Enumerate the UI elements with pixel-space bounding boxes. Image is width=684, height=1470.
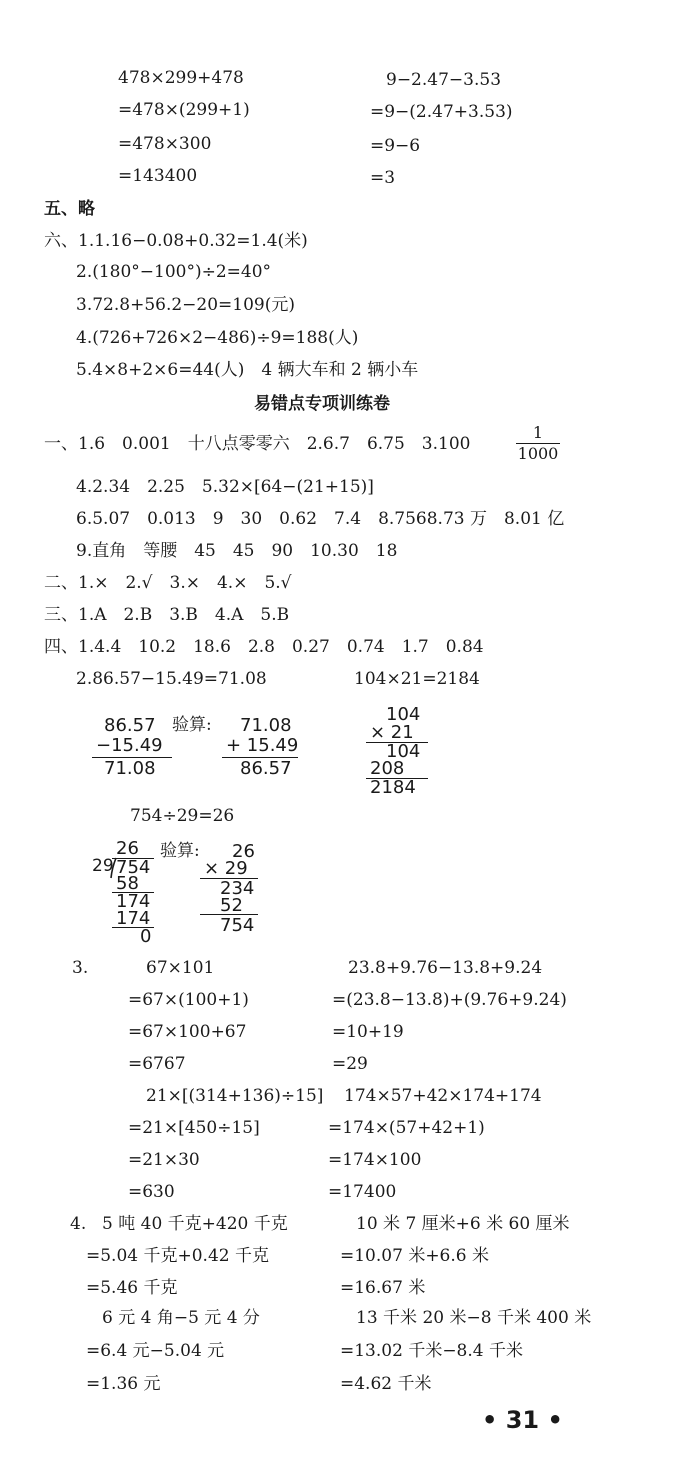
div-check-label: 验算: — [160, 841, 200, 861]
top-calc-left-4: =143400 — [118, 166, 198, 186]
vsub-check-b: + 15.49 — [226, 735, 299, 756]
top-calc-left-3: =478×300 — [118, 134, 212, 154]
part-1-line-2: 4.2.34 2.25 5.32×[64−(21+15)] — [76, 477, 374, 497]
fraction-numerator: 1 — [532, 423, 544, 442]
section-5: 五、略 — [44, 199, 95, 219]
top-calc-right-1: 9−2.47−3.53 — [386, 70, 502, 90]
calc-b-3: =10+19 — [332, 1022, 404, 1042]
unit-a-3: =5.46 千克 — [86, 1278, 178, 1298]
part-3: 三、1.A 2.B 3.B 4.A 5.B — [44, 605, 290, 625]
long-div-step-3: 174 — [116, 908, 151, 929]
fraction-denominator: 1000 — [517, 444, 559, 463]
calc-d-3: =174×100 — [328, 1150, 422, 1170]
vmul-b: × 21 — [370, 722, 414, 743]
section-6-line-4: 4.(726+726×2−486)÷9=188(人) — [76, 328, 359, 348]
top-calc-right-4: =3 — [370, 168, 396, 188]
part-1-line-3: 6.5.07 0.013 9 30 0.62 7.4 8.7568.73 万 8.01 亿 — [76, 509, 565, 529]
vsub-check-result: 86.57 — [240, 758, 292, 779]
vsub-b: −15.49 — [96, 735, 163, 756]
part-4-4-number: 4. — [70, 1214, 87, 1234]
calc-c-1: 21×[(314+136)÷15] — [146, 1086, 324, 1106]
part-2: 二、1.× 2.√ 3.× 4.× 5.√ — [44, 573, 292, 593]
calc-b-4: =29 — [332, 1054, 368, 1074]
section-6-line-1: 六、1.1.16−0.08+0.32=1.4(米) — [44, 231, 308, 251]
vsub-check-label: 验算: — [172, 715, 212, 735]
unit-d-2: =13.02 千米−8.4 千米 — [340, 1341, 523, 1361]
part-4-line-1: 四、1.4.4 10.2 18.6 2.8 0.27 0.74 1.7 0.84 — [44, 637, 484, 657]
top-calc-right-2: =9−(2.47+3.53) — [370, 102, 513, 122]
division-equation: 754÷29=26 — [130, 806, 235, 826]
multiplication-equation: 104×21=2184 — [354, 669, 480, 689]
long-div-remainder: 0 — [140, 926, 152, 947]
long-div-divisor: 29 — [92, 856, 114, 876]
calc-d-1: 174×57+42×174+174 — [344, 1086, 542, 1106]
calc-a-1: 67×101 — [146, 958, 215, 978]
vmul-a: 104 — [386, 704, 421, 725]
unit-c-1: 6 元 4 角−5 元 4 分 — [102, 1308, 260, 1328]
long-div-step-1: 58 — [116, 873, 139, 894]
section-6-line-3: 3.72.8+56.2−20=109(元) — [76, 295, 295, 315]
part-4-3-number: 3. — [72, 958, 89, 978]
page-number: • 31 • — [482, 1406, 563, 1434]
div-check-partial-1: 234 — [220, 878, 255, 899]
unit-b-3: =16.67 米 — [340, 1278, 426, 1298]
vmul-partial-1: 104 — [386, 741, 421, 762]
unit-d-1: 13 千米 20 米−8 千米 400 米 — [356, 1308, 592, 1328]
part-1-line-4: 9.直角 等腰 45 45 90 10.30 18 — [76, 541, 398, 561]
calc-c-2: =21×[450÷15] — [128, 1118, 260, 1138]
calc-c-3: =21×30 — [128, 1150, 200, 1170]
unit-c-3: =1.36 元 — [86, 1374, 161, 1394]
div-check-b: × 29 — [204, 858, 248, 879]
top-calc-right-3: =9−6 — [370, 136, 421, 156]
top-calc-left-2: =478×(299+1) — [118, 100, 250, 120]
calc-c-4: =630 — [128, 1182, 175, 1202]
calc-d-4: =17400 — [328, 1182, 397, 1202]
unit-a-2: =5.04 千克+0.42 千克 — [86, 1246, 269, 1266]
unit-d-3: =4.62 千米 — [340, 1374, 432, 1394]
vmul-result: 2184 — [370, 777, 416, 798]
part-1-line-1: 一、1.6 0.001 十八点零零六 2.6.7 6.75 3.100 — [44, 434, 471, 454]
section-heading: 易错点专项训练卷 — [254, 394, 390, 414]
calc-b-2: =(23.8−13.8)+(9.76+9.24) — [332, 990, 567, 1010]
unit-c-2: =6.4 元−5.04 元 — [86, 1341, 225, 1361]
unit-b-1: 10 米 7 厘米+6 米 60 厘米 — [356, 1214, 570, 1234]
vsub-result: 71.08 — [104, 758, 156, 779]
section-6-line-2: 2.(180°−100°)÷2=40° — [76, 262, 272, 282]
div-check-partial-2: 52 — [220, 895, 243, 916]
calc-a-2: =67×(100+1) — [128, 990, 249, 1010]
div-check-result: 754 — [220, 915, 255, 936]
long-div-quotient: 26 — [116, 838, 139, 859]
unit-a-1: 5 吨 40 千克+420 千克 — [102, 1214, 288, 1234]
calc-b-1: 23.8+9.76−13.8+9.24 — [348, 958, 543, 978]
calc-a-3: =67×100+67 — [128, 1022, 247, 1042]
section-6-line-5: 5.4×8+2×6=44(人) 4 辆大车和 2 辆小车 — [76, 360, 419, 380]
vsub-a: 86.57 — [104, 715, 156, 736]
long-div-dividend: 754 — [116, 857, 151, 878]
vmul-partial-2: 208 — [370, 758, 405, 779]
subtraction-equation: 2.86.57−15.49=71.08 — [76, 669, 267, 689]
calc-a-4: =6767 — [128, 1054, 186, 1074]
vsub-check-a: 71.08 — [240, 715, 292, 736]
fraction — [516, 425, 560, 462]
div-check-a: 26 — [232, 841, 255, 862]
top-calc-left-1: 478×299+478 — [118, 68, 244, 88]
long-div-step-2: 174 — [116, 891, 151, 912]
unit-b-2: =10.07 米+6.6 米 — [340, 1246, 489, 1266]
calc-d-2: =174×(57+42+1) — [328, 1118, 485, 1138]
